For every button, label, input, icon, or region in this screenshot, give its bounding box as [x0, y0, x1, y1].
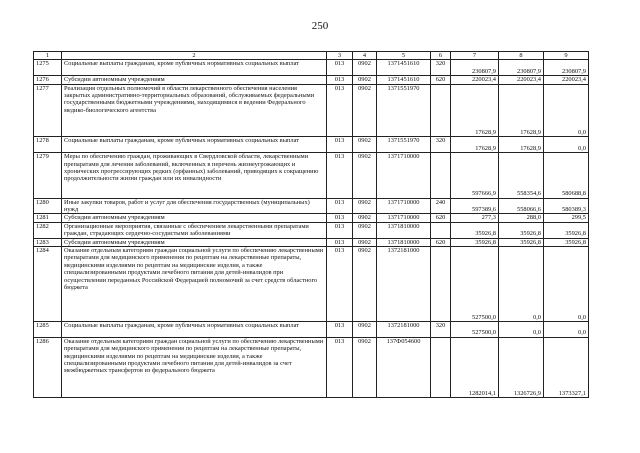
target-article-cell: 1371451610 — [377, 60, 431, 76]
row-number-cell: 1280 — [34, 198, 62, 214]
table-row — [34, 222, 589, 238]
description-cell: Субсидии автономным учреждениям — [62, 214, 327, 222]
expense-type-cell: 620 — [431, 238, 451, 246]
expense-type-cell: 620 — [431, 76, 451, 84]
amount-col7-cell: 527500,0 — [451, 322, 499, 338]
row-number-cell: 1284 — [34, 247, 62, 322]
amount-col9-cell: 0,0 — [544, 247, 589, 322]
amount-col8-cell: 558354,6 — [499, 153, 544, 198]
amount-col9-cell: 0,0 — [544, 137, 589, 153]
description-cell: Оказание отдельным категориям граждан социальной услуги по обеспечению лекарственными препаратами для медицинского применения по рецептам на лекарственные препараты, медицинскими изделиями по рецептам на медицинские изделия, а также специализированными продуктами лечебного питания для детей-инвалидов за счет межбюджетных трансфертов из федерального бюджета — [62, 337, 327, 397]
header-row — [34, 52, 589, 60]
header-cell: 4 — [353, 52, 377, 60]
amount-col9-cell: 220023,4 — [544, 76, 589, 84]
description-cell: Социальные выплаты гражданам, кроме публичных нормативных социальных выплат — [62, 322, 327, 338]
header-cell: 7 — [451, 52, 499, 60]
amount-col8-cell: 220023,4 — [499, 76, 544, 84]
amount-col7-cell: 35926,8 — [451, 238, 499, 246]
ministry-code-cell: 013 — [327, 322, 353, 338]
section-code-cell: 0902 — [353, 76, 377, 84]
amount-col9-cell: 299,5 — [544, 214, 589, 222]
amount-col7-cell: 230807,9 — [451, 60, 499, 76]
amount-col8-cell: 288,0 — [499, 214, 544, 222]
table-row — [34, 137, 589, 153]
section-code-cell: 0902 — [353, 222, 377, 238]
description-cell: Оказание отдельным категориям граждан социальной услуги по обеспечению лекарственными препаратами для медицинского применения по рецептам на лекарственные препараты, медицинскими изделиями по рецептам на медицинские изделия, а также специализированными продуктами лечебного питания для детей-инвалидов при осуществлении переданных Российской Федерацией полномочий за счет средств областного бюджета — [62, 247, 327, 322]
ministry-code-cell: 013 — [327, 238, 353, 246]
amount-col7-cell: 597389,6 — [451, 198, 499, 214]
header-cell: 2 — [62, 52, 327, 60]
section-code-cell: 0902 — [353, 153, 377, 198]
amount-col9-cell: 580389,3 — [544, 198, 589, 214]
section-code-cell: 0902 — [353, 60, 377, 76]
description-cell: Социальные выплаты гражданам, кроме публичных нормативных социальных выплат — [62, 137, 327, 153]
amount-col8-cell: 0,0 — [499, 322, 544, 338]
expense-type-cell — [431, 222, 451, 238]
amount-col8-cell: 17628,9 — [499, 84, 544, 137]
row-number-cell: 1283 — [34, 238, 62, 246]
expense-type-cell: 320 — [431, 322, 451, 338]
section-code-cell: 0902 — [353, 214, 377, 222]
row-number-cell: 1281 — [34, 214, 62, 222]
amount-col7-cell: 35926,8 — [451, 222, 499, 238]
amount-col8-cell: 0,0 — [499, 247, 544, 322]
row-number-cell: 1278 — [34, 137, 62, 153]
amount-col8-cell: 35926,8 — [499, 222, 544, 238]
description-cell: Субсидии автономным учреждениям — [62, 238, 327, 246]
target-article-cell: 1371710000 — [377, 198, 431, 214]
row-number-cell: 1277 — [34, 84, 62, 137]
section-code-cell: 0902 — [353, 137, 377, 153]
amount-col8-cell: 1326726,9 — [499, 337, 544, 397]
header-cell: 8 — [499, 52, 544, 60]
expense-type-cell: 620 — [431, 214, 451, 222]
ministry-code-cell: 013 — [327, 222, 353, 238]
section-code-cell: 0902 — [353, 247, 377, 322]
ministry-code-cell: 013 — [327, 137, 353, 153]
expense-type-cell: 320 — [431, 137, 451, 153]
amount-col8-cell: 558066,6 — [499, 198, 544, 214]
table-row — [34, 238, 589, 246]
table-row — [34, 214, 589, 222]
amount-col7-cell: 597666,9 — [451, 153, 499, 198]
ministry-code-cell: 013 — [327, 247, 353, 322]
amount-col8-cell: 35926,8 — [499, 238, 544, 246]
budget-table — [33, 51, 589, 398]
expense-type-cell: 240 — [431, 198, 451, 214]
table-row — [34, 60, 589, 76]
ministry-code-cell: 013 — [327, 198, 353, 214]
header-cell: 3 — [327, 52, 353, 60]
page-number: 250 — [311, 20, 329, 32]
description-cell: Организационные мероприятия, связанные с обеспечением лекарственными препаратами граждан, страдающих сердечно-сосудистыми заболеваниями — [62, 222, 327, 238]
description-cell: Реализация отдельных полномочий в области лекарственного обеспечения населения закрытых административно-территориальных образований, обслуживаемых федеральными государственными бюджетными учреждениями, находящимися в ведении Федерального медико-биологического агентства — [62, 84, 327, 137]
table-row — [34, 322, 589, 338]
amount-col9-cell: 35926,8 — [544, 222, 589, 238]
target-article-cell: 1371551970 — [377, 137, 431, 153]
amount-col7-cell: 17628,9 — [451, 84, 499, 137]
target-article-cell: 1372181000 — [377, 322, 431, 338]
ministry-code-cell: 013 — [327, 153, 353, 198]
header-cell: 9 — [544, 52, 589, 60]
section-code-cell: 0902 — [353, 322, 377, 338]
amount-col7-cell: 1282014,1 — [451, 337, 499, 397]
section-code-cell: 0902 — [353, 198, 377, 214]
row-number-cell: 1279 — [34, 153, 62, 198]
target-article-cell: 137Ф054600 — [377, 337, 431, 397]
target-article-cell: 1371810000 — [377, 238, 431, 246]
description-cell: Социальные выплаты гражданам, кроме публичных нормативных социальных выплат — [62, 60, 327, 76]
ministry-code-cell: 013 — [327, 337, 353, 397]
amount-col7-cell: 17628,9 — [451, 137, 499, 153]
ministry-code-cell: 013 — [327, 76, 353, 84]
table-row — [34, 247, 589, 322]
target-article-cell: 1371710000 — [377, 214, 431, 222]
row-number-cell: 1285 — [34, 322, 62, 338]
amount-col8-cell: 17628,9 — [499, 137, 544, 153]
table-row — [34, 153, 589, 198]
target-article-cell: 1371551970 — [377, 84, 431, 137]
description-cell: Субсидии автономным учреждениям — [62, 76, 327, 84]
target-article-cell: 1372181000 — [377, 247, 431, 322]
expense-type-cell — [431, 153, 451, 198]
row-number-cell: 1282 — [34, 222, 62, 238]
target-article-cell: 1371710000 — [377, 153, 431, 198]
amount-col7-cell: 220023,4 — [451, 76, 499, 84]
description-cell: Иные закупки товаров, работ и услуг для обеспечения государственных (муниципальных) нужд — [62, 198, 327, 214]
section-code-cell: 0902 — [353, 337, 377, 397]
ministry-code-cell: 013 — [327, 84, 353, 137]
amount-col9-cell: 35926,8 — [544, 238, 589, 246]
section-code-cell: 0902 — [353, 238, 377, 246]
row-number-cell: 1276 — [34, 76, 62, 84]
ministry-code-cell: 013 — [327, 60, 353, 76]
amount-col9-cell: 580688,8 — [544, 153, 589, 198]
table-row — [34, 198, 589, 214]
amount-col9-cell: 0,0 — [544, 322, 589, 338]
table-row — [34, 337, 589, 397]
table-row — [34, 84, 589, 137]
row-number-cell: 1275 — [34, 60, 62, 76]
amount-col7-cell: 277,3 — [451, 214, 499, 222]
target-article-cell: 1371451610 — [377, 76, 431, 84]
expense-type-cell — [431, 84, 451, 137]
description-cell: Меры по обеспечению граждан, проживающих в Свердловской области, лекарственными препаратами для лечения заболеваний, включенных в перечень жизнеугрожающих и хронических прогрессирующих редких (орфанных) заболеваний, приводящих к сокращению продолжительности жизни граждан или их инвалидности — [62, 153, 327, 198]
amount-col9-cell: 1373327,1 — [544, 337, 589, 397]
expense-type-cell: 320 — [431, 60, 451, 76]
amount-col9-cell: 0,0 — [544, 84, 589, 137]
expense-type-cell — [431, 247, 451, 322]
header-cell: 6 — [431, 52, 451, 60]
header-cell: 1 — [34, 52, 62, 60]
header-cell: 5 — [377, 52, 431, 60]
target-article-cell: 1371810000 — [377, 222, 431, 238]
amount-col7-cell: 527500,0 — [451, 247, 499, 322]
ministry-code-cell: 013 — [327, 214, 353, 222]
amount-col8-cell: 230807,9 — [499, 60, 544, 76]
expense-type-cell — [431, 337, 451, 397]
row-number-cell: 1286 — [34, 337, 62, 397]
section-code-cell: 0902 — [353, 84, 377, 137]
table-row — [34, 76, 589, 84]
amount-col9-cell: 230807,9 — [544, 60, 589, 76]
